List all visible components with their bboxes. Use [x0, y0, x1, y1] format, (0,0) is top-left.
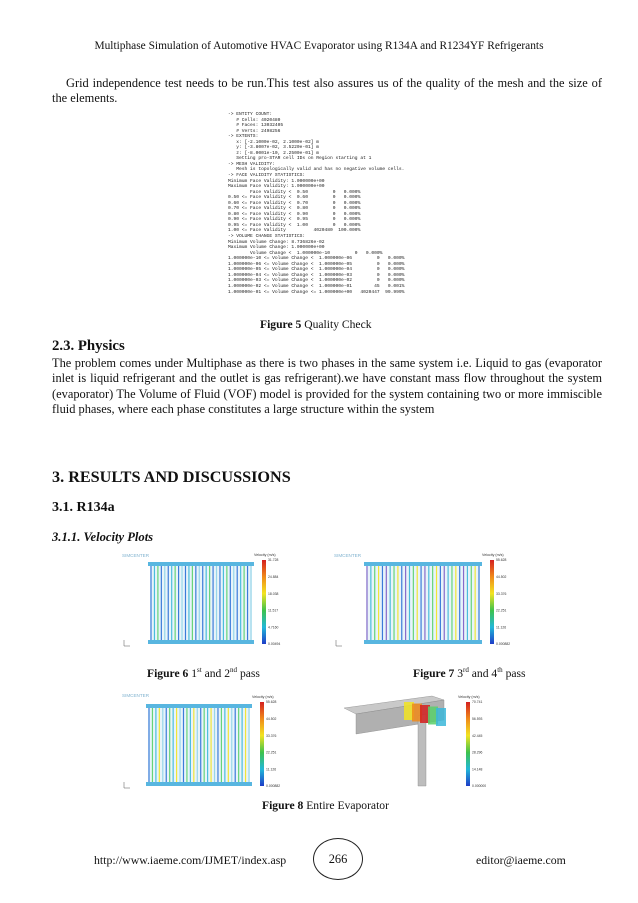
- colorbar-tick: 28.296: [472, 750, 483, 755]
- colorbar-tick: 42.445: [472, 733, 483, 738]
- section-heading-r134a: 3.1. R134a: [52, 500, 115, 515]
- figure-6-caption: Figure 6 1st and 2nd pass: [147, 666, 260, 680]
- bottom-header-tank: [148, 640, 254, 644]
- quality-check-console: [228, 112, 424, 312]
- colorbar-tick: 11.126: [496, 625, 507, 630]
- footer-email[interactable]: editor@iaeme.com: [476, 853, 566, 867]
- top-header-tank: [148, 562, 254, 566]
- section-heading-results: 3. RESULTS AND DISCUSSIONS: [52, 468, 291, 486]
- colorbar-title: Velocity (m/s): [458, 695, 480, 699]
- top-header-tank: [364, 562, 482, 566]
- figure-7-caption: Figure 7 3rd and 4th pass: [413, 666, 526, 680]
- colorbar-tick: 44.502: [266, 717, 277, 721]
- colorbar-tick: 44.502: [496, 575, 507, 579]
- simcenter-logo: SIMCENTER: [122, 693, 150, 698]
- figure-8-image-right: [344, 686, 534, 792]
- colorbar-tick: 70.741: [472, 700, 483, 705]
- vertical-pipe: [418, 714, 426, 786]
- colorbar-tick: 11.517: [268, 608, 279, 613]
- console-line: 0.60 <= Face Validity < 0.70 0 0.000%: [228, 200, 361, 206]
- console-line: Face Validity < 0.50 0 0.000%: [228, 189, 361, 195]
- colorbar-tick: 0.000000: [472, 784, 487, 789]
- console-line: Maximum Face Validity: 1.000000e+00: [228, 184, 325, 190]
- section-heading-velocity-plots: 3.1.1. Velocity Plots: [52, 530, 154, 544]
- console-line: y: [-3.8007e-02, 3.5220e-01] m: [228, 145, 319, 151]
- colorbar-tick: 14.148: [472, 767, 483, 772]
- page-number: 266: [313, 838, 363, 880]
- console-line: 1.000000e-03 <= Volume Change < 1.000000e-02 0 0.000%: [228, 278, 405, 284]
- velocity-colorbar: [466, 702, 470, 786]
- console-line: # Faces: 13032405: [228, 123, 284, 129]
- bottom-header-tank: [364, 640, 482, 644]
- colorbar-tick: 0.00494: [268, 642, 281, 647]
- colorbar-tick: 56.593: [472, 717, 483, 721]
- section-heading-physics: 2.3. Physics: [52, 338, 125, 354]
- axis-triad-icon: [124, 782, 130, 788]
- velocity-colorbar: [262, 560, 266, 644]
- colorbar-tick: 0.000882: [496, 642, 511, 647]
- simcenter-logo: SIMCENTER: [122, 553, 150, 558]
- console-line: x: [-2.1000e-02, 2.1000e-02] m: [228, 139, 319, 145]
- console-line: 0.95 <= Face Validity < 1.00 0 0.000%: [228, 222, 361, 228]
- colorbar-tick: 0.000882: [266, 784, 281, 789]
- simcenter-logo: SIMCENTER: [334, 553, 362, 558]
- console-line: 0.90 <= Face Validity < 0.95 0 0.000%: [228, 217, 361, 223]
- figure-5-caption: Figure 5 Quality Check: [260, 318, 372, 331]
- axis-triad-icon: [124, 640, 130, 646]
- console-line: Minimum Face Validity: 1.000000e+00: [228, 178, 325, 184]
- bottom-header-tank: [146, 782, 252, 786]
- colorbar-tick: 11.126: [266, 767, 277, 772]
- console-line: Volume Change < 1.000000e-10 0 0.000%: [228, 250, 383, 256]
- console-line: z: [-8.0001e-10, 2.2500e-01] m: [228, 150, 319, 156]
- figure-8-caption: Figure 8 Entire Evaporator: [262, 799, 389, 812]
- footer-url[interactable]: http://www.iaeme.com/IJMET/index.asp: [94, 853, 287, 867]
- console-line: Maximum Volume Change: 1.000000e+00: [228, 245, 325, 251]
- console-line: 1.000000e-06 <= Volume Change < 1.000000e-05 0 0.000%: [228, 261, 405, 267]
- console-line: 1.000000e-05 <= Volume Change < 1.000000e-04 0 0.000%: [228, 267, 405, 273]
- velocity-colorbar: [260, 702, 264, 786]
- intro-paragraph: Grid independence test needs to be run.This test also assures us of the quality of the mesh and the size of the elements.: [52, 76, 602, 106]
- console-line: -> EXTENTS:: [228, 134, 259, 140]
- top-header-tank: [146, 704, 252, 708]
- figure-6-image: [118, 548, 300, 650]
- axis-triad-icon: [336, 640, 342, 646]
- colorbar-tick: 33.376: [266, 733, 277, 738]
- console-line: -> MESH VALIDITY:: [228, 161, 275, 167]
- console-line: -> ENTITY COUNT:: [228, 112, 273, 117]
- colorbar-tick: 55.628: [496, 558, 507, 563]
- console-line: 0.50 <= Face Validity < 0.60 0 0.000%: [228, 195, 361, 201]
- colorbar-tick: 33.376: [496, 591, 507, 596]
- console-line: 0.80 <= Face Validity < 0.90 0 0.000%: [228, 211, 361, 217]
- figure-7-image: [330, 548, 530, 650]
- colorbar-title: Velocity (m/s): [252, 695, 274, 699]
- evaporator-core: [366, 566, 480, 640]
- console-line: 1.000000e-04 <= Volume Change < 1.000000e-03 0 0.000%: [228, 272, 405, 278]
- console-line: -> VOLUME CHANGE STATISTICS:: [228, 234, 306, 240]
- console-line: 1.000000e-02 <= Volume Change < 1.000000e-01 45 0.001%: [228, 283, 405, 289]
- colorbar-tick: 22.251: [496, 608, 507, 613]
- colorbar-tick: 4.7160: [268, 625, 279, 630]
- console-line: 1.00 <= Face Validity 4020480 100.000%: [228, 228, 361, 234]
- running-header: Multiphase Simulation of Automotive HVAC Evaporator using R134A and R1234YF Refrigerants: [94, 40, 544, 52]
- colorbar-tick: 22.251: [266, 750, 277, 755]
- console-line: Minimum Volume Change: 8.736826e-02: [228, 239, 325, 245]
- console-line: 1.000000e-10 <= Volume Change < 1.000000e-06 0 0.000%: [228, 256, 405, 262]
- colorbar-title: Velocity (m/s): [482, 553, 504, 557]
- console-line: Setting pro-STAR cell IDs on Region starting at 1: [228, 156, 372, 162]
- console-line: # Verts: 2498256: [228, 128, 281, 134]
- figure-8-image-left: [118, 688, 298, 792]
- colorbar-tick: 31.728: [268, 558, 279, 563]
- console-line: 0.70 <= Face Validity < 0.80 0 0.000%: [228, 206, 361, 212]
- console-line: Mesh is topologically valid and has no negative volume cells.: [228, 167, 405, 173]
- velocity-colorbar: [490, 560, 494, 644]
- physics-paragraph: The problem comes under Multiphase as there is two phases in the same system i.e. Liquid to gas (evaporator inlet is liquid refrigerant and the outlet is gas refrigerant).we have constant mass flow throughout the system (evaporator) The Volume of Fluid (VOF) model is provided for the system containing two or more immiscible fluid phases, where each phase constitutes a large structure within the system: [52, 356, 602, 417]
- colorbar-tick: 55.628: [266, 700, 277, 705]
- console-line: 1.000000e-01 <= Volume Change <= 1.000000e+00 4020447 99.999%: [228, 289, 405, 295]
- console-line: -> FACE VALIDITY STATISTICS:: [228, 173, 306, 179]
- colorbar-tick: 24.884: [268, 575, 279, 579]
- colorbar-tick: 18.038: [268, 591, 279, 596]
- console-line: # Cells: 4020480: [228, 117, 281, 123]
- colorbar-title: Velocity (m/s): [254, 553, 276, 557]
- flow-region: [436, 708, 446, 726]
